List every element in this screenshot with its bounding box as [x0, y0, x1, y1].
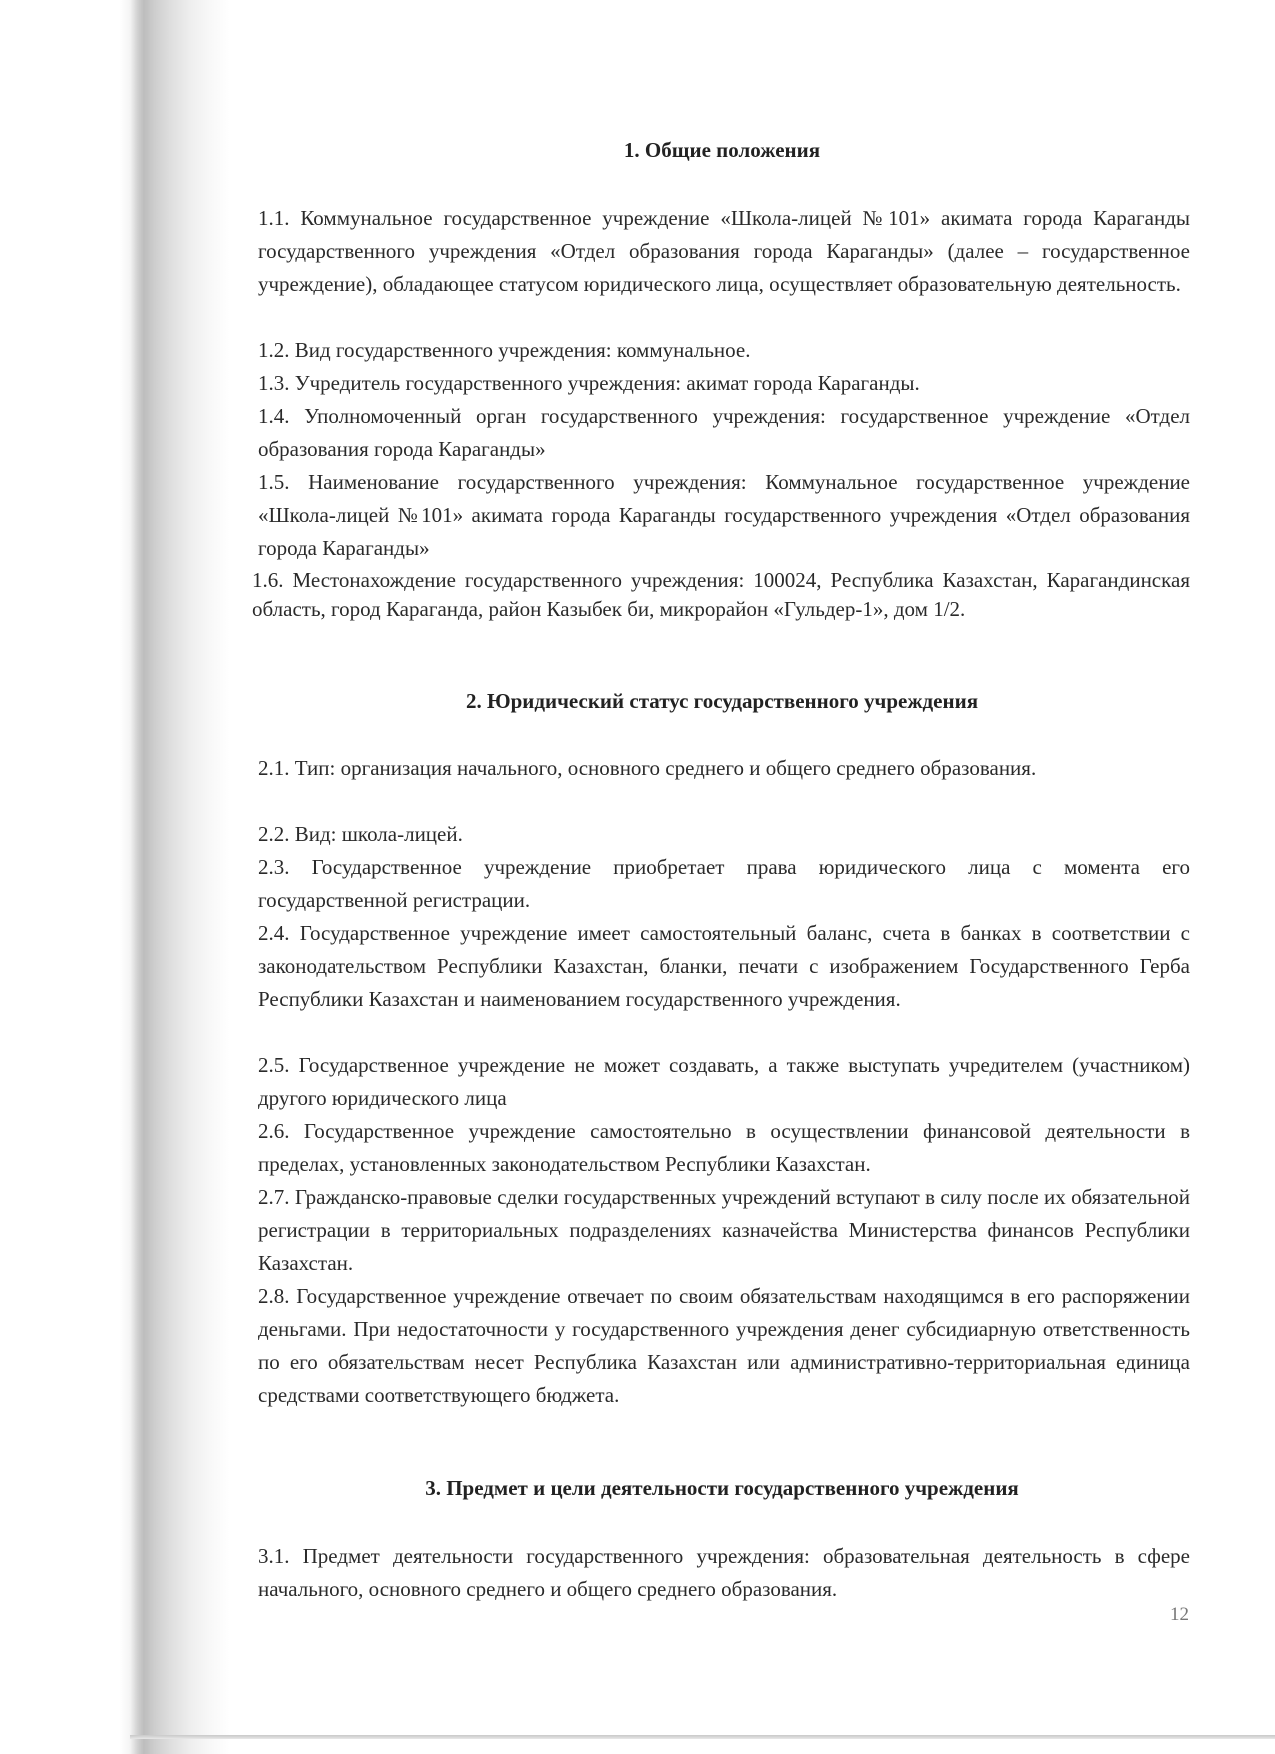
paragraph-1-5: 1.5. Наименование государственного учреждения: Коммунальное государственное учреждение «Школа-лицей №101» акимата города Караганды государственного учреждения «Отдел образования города Караганды» [258, 470, 1190, 560]
paragraph-2-2: 2.2. Вид: школа-лицей. [258, 822, 463, 846]
paragraph-1-4: 1.4. Уполномоченный орган государственного учреждения: государственное учреждение «Отдел образования города Караганды» [258, 404, 1190, 461]
paragraph-3-1: 3.1. Предмет деятельности государственного учреждения: образовательная деятельность в сфере начального, основного среднего и общего среднего образования. [258, 1544, 1190, 1601]
paragraph-2-7: 2.7. Гражданско-правовые сделки государственных учреждений вступают в силу после их обязательной регистрации в территориальных подразделениях казначейства Министерства финансов Республики Казахстан. [258, 1185, 1190, 1275]
paragraph-2-3: 2.3. Государственное учреждение приобретает права юридического лица с момента его государственной регистрации. [258, 855, 1190, 912]
paragraph-2-5: 2.5. Государственное учреждение не может создавать, а также выступать учредителем (участником) другого юридического лица [258, 1053, 1190, 1110]
paragraph-2-8: 2.8. Государственное учреждение отвечает по своим обязательствам находящимся в его распоряжении деньгами. При недостаточности у государственного учреждения денег субсидиарную ответственность по его обязательствам несет Республика Казахстан или административно-территориальная единица средствами соответствующего бюджета. [258, 1284, 1190, 1407]
page-number: 12 [1170, 1604, 1189, 1625]
page-bottom-edge [130, 1735, 1275, 1739]
binding-gutter-shadow [120, 0, 230, 1754]
section-2-heading: 2. Юридический статус государственного учреждения [465, 689, 979, 713]
section-3-heading: 3. Предмет и цели деятельности государственного учреждения [425, 1476, 1019, 1500]
paragraph-1-3: 1.3. Учредитель государственного учреждения: акимат города Караганды. [258, 371, 920, 395]
paragraph-2-4: 2.4. Государственное учреждение имеет самостоятельный баланс, счета в банках в соответствии с законодательством Республики Казахстан, бланки, печати с изображением Государственного Герба Республики Казахстан и наименованием государственного учреждения. [258, 921, 1190, 1011]
section-1-heading: 1. Общие положения [623, 138, 821, 162]
paragraph-2-1: 2.1. Тип: организация начального, основного среднего и общего среднего образования. [258, 756, 1037, 780]
paragraph-1-1: 1.1. Коммунальное государственное учреждение «Школа-лицей №101» акимата города Караганды государственного учреждения «Отдел образования города Караганды» (далее – государственное учреждение), обладающее статусом юридического лица, осуществляет образовательную деятельность. [258, 206, 1190, 296]
paragraph-1-2: 1.2. Вид государственного учреждения: коммунальное. [258, 338, 751, 362]
paragraph-2-6: 2.6. Государственное учреждение самостоятельно в осуществлении финансовой деятельности в пределах, установленных законодательством Республики Казахстан. [258, 1119, 1190, 1176]
paragraph-1-6: 1.6. Местонахождение государственного учреждения: 100024, Республика Казахстан, Карагандинская область, город Караганда, район Казыбек би, микрорайон «Гульдер-1», дом 1/2. [252, 568, 1190, 621]
